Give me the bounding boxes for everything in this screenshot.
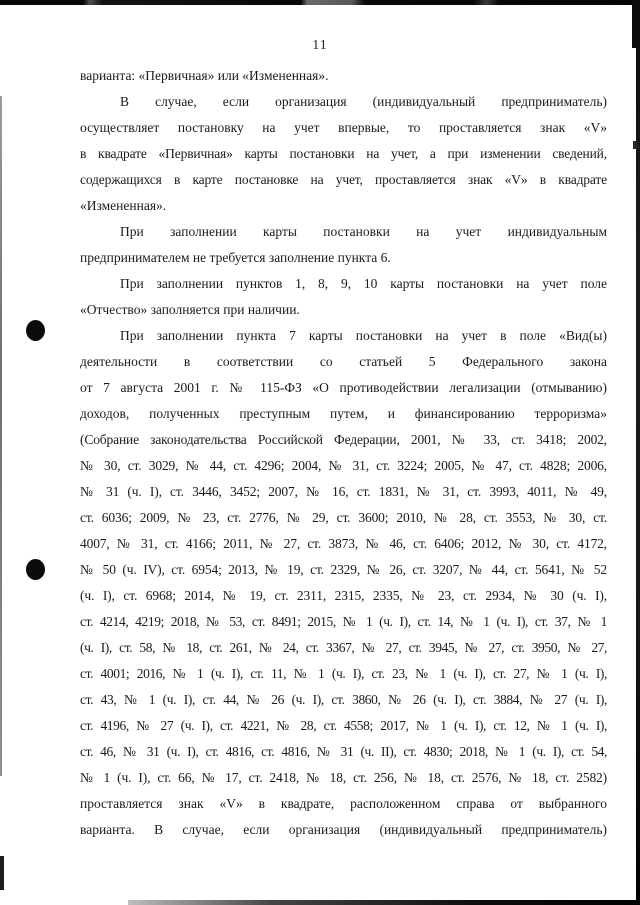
right-edge-scan-strip <box>636 0 640 905</box>
text-line: ст. 4196, № 27 (ч. I), ст. 4221, № 28, ст. 4558; 2017, № 1 (ч. I), ст. 12, № 1 (ч. I), <box>80 718 607 733</box>
text-line: № 50 (ч. IV), ст. 6954; 2013, № 19, ст. 2329, № 26, ст. 3207, № 44, ст. 5641, № 52 <box>80 562 607 577</box>
text-line: «Измененная». <box>80 198 167 213</box>
text-line: проставляется знак «V» в квадрате, расположенном справа от выбранного <box>80 796 607 811</box>
top-edge-scan-bar <box>0 0 640 5</box>
text-line: «Отчество» заполняется при наличии. <box>80 302 300 317</box>
text-line: деятельности в соответствии со статьей 5 Федерального закона <box>80 354 607 369</box>
text-line: При заполнении карты постановки на учет индивидуальным <box>120 224 607 239</box>
text-line: В случае, если организация (индивидуальный предприниматель) <box>120 94 607 109</box>
text-line: ст. 46, № 31 (ч. I), ст. 4816, ст. 4816, № 31 (ч. II), ст. 4830; 2018, № 1 (ч. I), ст. 54, <box>80 744 607 759</box>
text-line: При заполнении пунктов 1, 8, 9, 10 карты постановки на учет поле <box>120 276 607 291</box>
hole-punch-icon <box>26 559 45 580</box>
text-line: варианта: «Первичная» или «Измененная». <box>80 68 329 83</box>
document-text <box>80 63 607 843</box>
bottom-left-scan-mark <box>0 856 4 890</box>
right-edge-scan-mark <box>633 141 638 149</box>
document-lines <box>80 63 607 843</box>
text-line: предпринимателем не требуется заполнение пункта 6. <box>80 250 391 265</box>
text-line: ст. 6036; 2009, № 23, ст. 2776, № 29, ст. 3600; 2010, № 28, ст. 3553, № 30, ст. <box>80 510 607 525</box>
text-line: 4007, № 31, ст. 4166; 2011, № 27, ст. 3873, № 46, ст. 6406; 2012, № 30, ст. 4172, <box>80 536 607 551</box>
text-line: № 1 (ч. I), ст. 66, № 17, ст. 2418, № 18, ст. 256, № 18, ст. 2576, № 18, ст. 2582) <box>80 770 607 785</box>
hole-punch-icon <box>26 320 45 341</box>
left-edge-scan-line <box>0 96 2 776</box>
text-line: в квадрате «Первичная» карты постановки на учет, а при изменении сведений, <box>80 146 607 161</box>
text-line: варианта. В случае, если организация (индивидуальный предприниматель) <box>80 822 607 837</box>
text-line: ст. 43, № 1 (ч. I), ст. 44, № 26 (ч. I), ст. 3860, № 26 (ч. I), ст. 3884, № 27 (ч. I), <box>80 692 607 707</box>
text-line: доходов, полученных преступным путем, и финансированию терроризма» <box>80 406 607 421</box>
text-line: № 31 (ч. I), ст. 3446, 3452; 2007, № 16, ст. 1831, № 31, ст. 3993, 4011, № 49, <box>80 484 607 499</box>
text-line: осуществляет постановку на учет впервые, то проставляется знак «V» <box>80 120 607 135</box>
text-line: ст. 4214, 4219; 2018, № 53, ст. 8491; 2015, № 1 (ч. I), ст. 14, № 1 (ч. I), ст. 37, № 1 <box>80 614 607 629</box>
text-line: № 30, ст. 3029, № 44, ст. 4296; 2004, № 31, ст. 3224; 2005, № 47, ст. 4828; 2006, <box>80 458 607 473</box>
bottom-edge-scan-bar <box>128 900 640 905</box>
text-line: содержащихся в карте постановке на учет, проставляется знак «V» в квадрате <box>80 172 607 187</box>
text-line: ст. 4001; 2016, № 1 (ч. I), ст. 11, № 1 (ч. I), ст. 23, № 1 (ч. I), ст. 27, № 1 (ч. I), <box>80 666 607 681</box>
page-number: 11 <box>312 38 328 53</box>
text-line: При заполнении пункта 7 карты постановки на учет в поле «Вид(ы) <box>120 328 607 343</box>
text-line: (Собрание законодательства Российской Федерации, 2001, № 33, ст. 3418; 2002, <box>80 432 607 447</box>
text-line: (ч. I), ст. 58, № 18, ст. 261, № 24, ст. 3367, № 27, ст. 3945, № 27, ст. 3950, № 27, <box>80 640 607 655</box>
text-line: (ч. I), ст. 6968; 2014, № 19, ст. 2311, 2315, 2335, № 23, ст. 2934, № 30 (ч. I), <box>80 588 607 603</box>
text-line: от 7 августа 2001 г. № 115-ФЗ «О противодействии легализации (отмыванию) <box>80 380 607 395</box>
